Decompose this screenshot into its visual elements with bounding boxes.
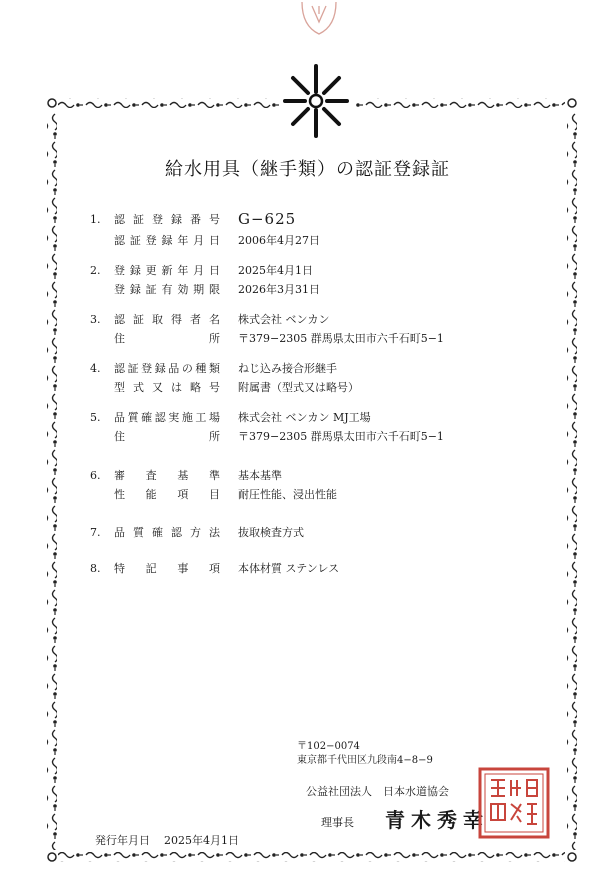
item-number: 6.	[90, 469, 101, 482]
official-red-seal	[477, 766, 551, 840]
item-label: 審 査 基 準	[114, 469, 220, 482]
item-label: 登 録 更 新 年 月 日	[114, 264, 220, 277]
item-number: 5.	[90, 411, 101, 424]
item-value: 株式会社 ベンカン MJ工場	[238, 411, 371, 424]
item-value: 2006年4月27日	[238, 234, 320, 247]
item-number: 7.	[90, 526, 101, 539]
item-value: 株式会社 ベンカン	[238, 313, 330, 326]
item-value: 2025年4月1日	[238, 264, 313, 277]
item-value: 耐圧性能、浸出性能	[238, 488, 337, 501]
issue-date-line	[95, 832, 239, 848]
item-label: 型 式 又 は 略 号	[114, 381, 220, 394]
item-number: 8.	[90, 562, 101, 575]
item-label: 特 記 事 項	[114, 562, 220, 575]
item-value: 2026年3月31日	[238, 283, 320, 296]
issuer-postal-code: 〒102−0074	[297, 741, 360, 752]
item-value: 基本基準	[238, 469, 282, 482]
item-label: 認 証 取 得 者 名	[114, 313, 220, 326]
chairman-title: 理事長	[321, 816, 354, 829]
item-value: 〒379−2305 群馬県太田市六千石町5−1	[238, 430, 444, 443]
chairman-name: 青木秀幸	[385, 808, 489, 832]
issuer-organization: 公益社団法人 日本水道協会	[306, 785, 449, 798]
item-number: 2.	[90, 264, 101, 277]
item-label: 住 所	[114, 332, 220, 345]
starburst-emblem	[279, 62, 353, 140]
certificate-title: 給水用具（継手類）の認証登録証	[165, 159, 450, 180]
item-label: 登 録 証 有 効 期 限	[114, 283, 220, 296]
item-label: 認 証 登 録 品 の 種 類	[114, 362, 220, 375]
item-label: 品 質 確 認 実 施 工 場	[114, 411, 220, 424]
item-label: 性 能 項 目	[114, 488, 220, 501]
item-value: 附属書（型式又は略号）	[238, 381, 359, 394]
item-number: 3.	[90, 313, 101, 326]
item-value: ねじ込み接合形継手	[238, 362, 337, 375]
issuer-street-address: 東京都千代田区九段南4−8−9	[297, 755, 433, 766]
item-value: 〒379−2305 群馬県太田市六千石町5−1	[238, 332, 444, 345]
issuer-address	[297, 740, 433, 768]
item-label: 品 質 確 認 方 法	[114, 526, 220, 539]
item-number: 4.	[90, 362, 101, 375]
issue-date-value: 2025年4月1日	[164, 834, 239, 847]
item-label: 住 所	[114, 430, 220, 443]
item-value: G−625	[238, 210, 297, 228]
item-value: 本体材質 ステンレス	[238, 562, 340, 575]
item-label: 認 証 登 録 年 月 日	[114, 234, 220, 247]
item-number: 1.	[90, 213, 101, 226]
item-label: 認 証 登 録 番 号	[114, 213, 220, 226]
issue-date-label: 発行年月日	[95, 834, 150, 847]
item-value: 抜取検査方式	[238, 526, 304, 539]
